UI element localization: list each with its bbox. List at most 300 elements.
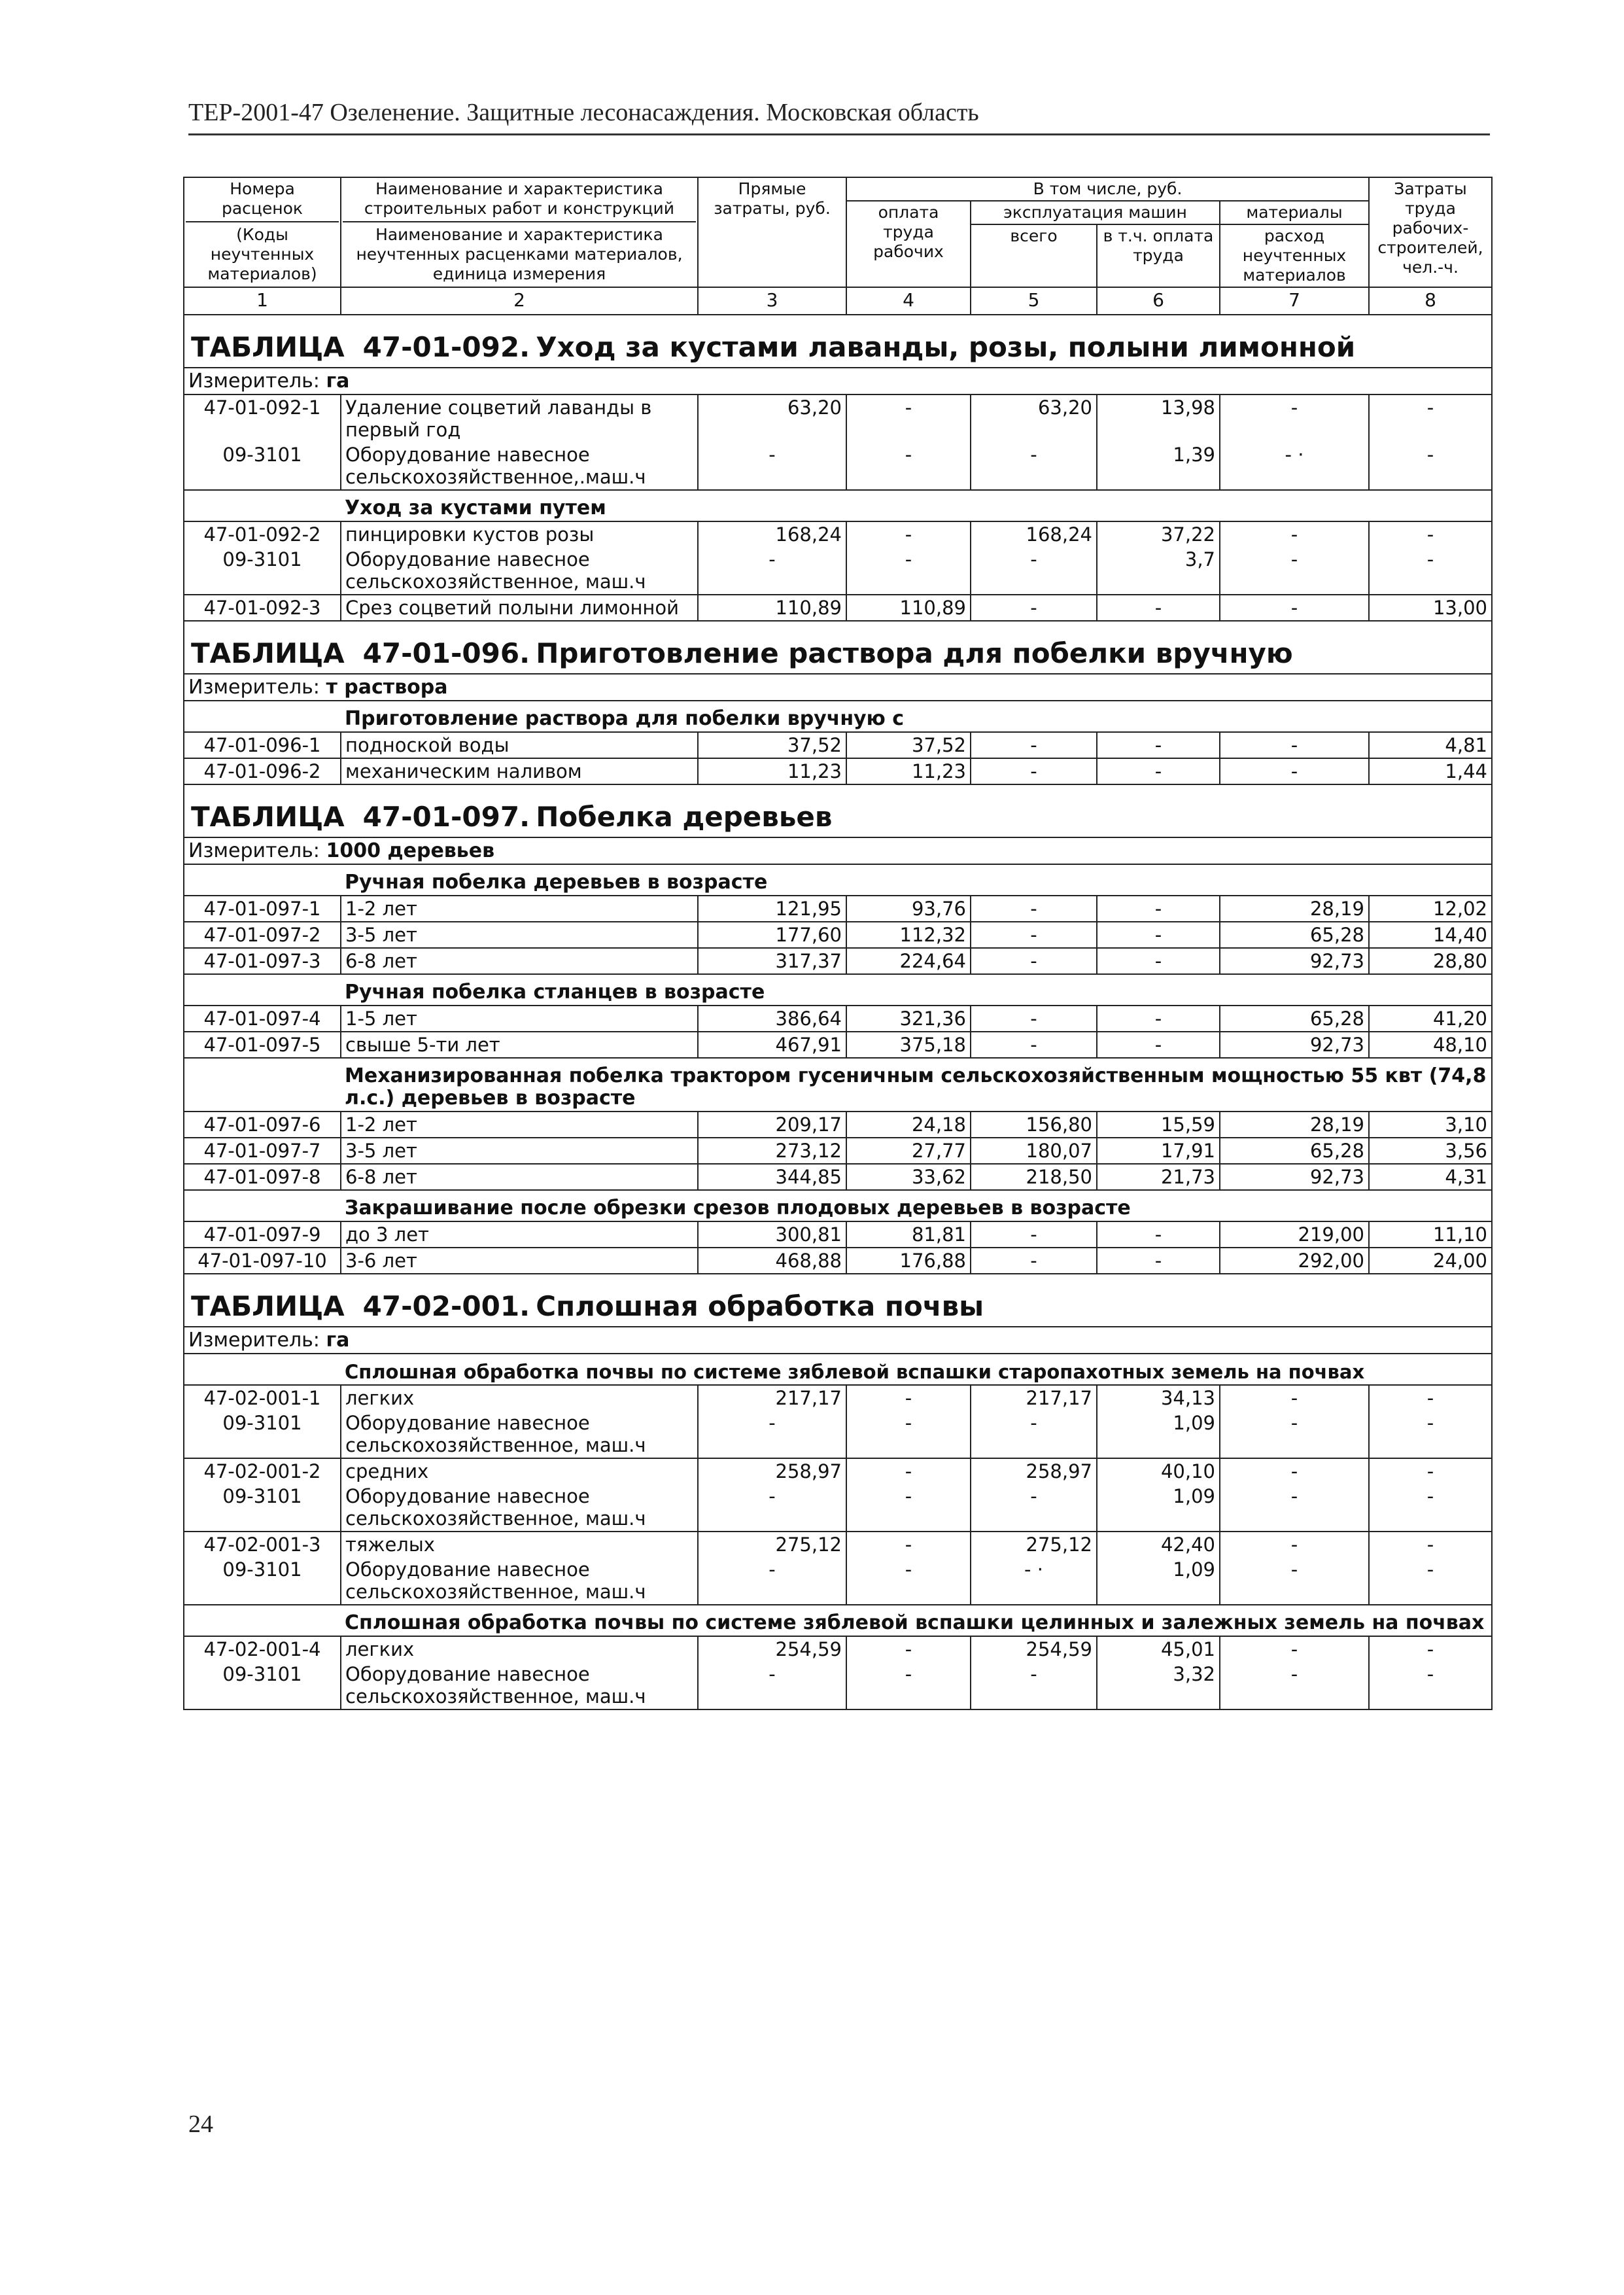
measure-label: Измеритель: bbox=[188, 676, 320, 699]
table-row bbox=[184, 1221, 1492, 1248]
machines-wages: - bbox=[1097, 1006, 1220, 1032]
col-wages-header: оплата труда рабочих bbox=[846, 201, 971, 287]
section-number: 47-01-097. bbox=[362, 801, 530, 833]
wages-cost: - bbox=[846, 1458, 971, 1484]
rate-code: 47-01-097-1 bbox=[184, 896, 341, 922]
rate-code: 47-01-097-2 bbox=[184, 922, 341, 948]
section-title: Сплошная обработка почвы bbox=[536, 1290, 984, 1322]
material-name: Оборудование навесное сельскохозяйственное, маш.ч bbox=[341, 547, 698, 595]
materials-cost: - bbox=[1220, 1532, 1369, 1557]
measure-cell bbox=[184, 837, 1492, 864]
machines-cost: 258,97 bbox=[971, 1458, 1097, 1484]
group-heading-row bbox=[184, 701, 1492, 732]
wages-cost: 375,18 bbox=[846, 1032, 971, 1058]
table-row bbox=[184, 948, 1492, 974]
page-number: 24 bbox=[188, 2111, 213, 2138]
rate-code: 47-01-097-7 bbox=[184, 1138, 341, 1164]
table-row bbox=[184, 1138, 1492, 1164]
rate-code: 47-01-097-6 bbox=[184, 1112, 341, 1138]
group-spacer bbox=[184, 974, 341, 1006]
rate-code: 47-01-096-1 bbox=[184, 732, 341, 758]
col-number: 3 bbox=[698, 287, 846, 315]
section-title-row bbox=[184, 621, 1492, 674]
measure-value: т раствора bbox=[326, 676, 448, 699]
measure-label: Измеритель: bbox=[188, 839, 320, 862]
machines-cost: - bbox=[971, 1032, 1097, 1058]
labor-cost: 28,80 bbox=[1369, 948, 1492, 974]
group-heading: Ручная побелка деревьев в возрасте bbox=[341, 864, 1492, 896]
table-row bbox=[184, 595, 1492, 621]
measure-row bbox=[184, 837, 1492, 864]
labor-cost: 14,40 bbox=[1369, 922, 1492, 948]
machines-wages: - bbox=[1097, 1248, 1220, 1274]
group-spacer bbox=[184, 1354, 341, 1385]
direct-cost: - bbox=[698, 1484, 846, 1532]
labor-cost: 3,10 bbox=[1369, 1112, 1492, 1138]
wages-cost: 321,36 bbox=[846, 1006, 971, 1032]
section-label: ТАБЛИЦА bbox=[191, 331, 345, 363]
col-name-header bbox=[341, 177, 698, 287]
machines-wages: 1,09 bbox=[1097, 1557, 1220, 1605]
table-row bbox=[184, 1248, 1492, 1274]
machines-wages: 1,09 bbox=[1097, 1484, 1220, 1532]
group-heading-row bbox=[184, 1354, 1492, 1385]
labor-cost: - bbox=[1369, 1636, 1492, 1662]
labor-cost: - bbox=[1369, 1532, 1492, 1557]
machines-wages: 3,7 bbox=[1097, 547, 1220, 595]
direct-cost: 254,59 bbox=[698, 1636, 846, 1662]
measure-row bbox=[184, 1327, 1492, 1354]
wages-cost: - bbox=[846, 1385, 971, 1410]
direct-cost: 344,85 bbox=[698, 1164, 846, 1190]
wages-cost: 33,62 bbox=[846, 1164, 971, 1190]
machines-cost: - bbox=[971, 1484, 1097, 1532]
direct-cost: 467,91 bbox=[698, 1032, 846, 1058]
measure-cell bbox=[184, 1327, 1492, 1354]
machines-wages: 15,59 bbox=[1097, 1112, 1220, 1138]
direct-cost: 209,17 bbox=[698, 1112, 846, 1138]
materials-cost: - bbox=[1220, 1385, 1369, 1410]
materials-cost: - bbox=[1220, 1636, 1369, 1662]
col-labor-header: Затраты труда рабочих-строителей, чел.-ч. bbox=[1369, 177, 1492, 287]
table-row bbox=[184, 1636, 1492, 1662]
rate-code: 47-01-097-10 bbox=[184, 1248, 341, 1274]
machines-wages: 45,01 bbox=[1097, 1636, 1220, 1662]
material-name: Оборудование навесное сельскохозяйственное, маш.ч bbox=[341, 1557, 698, 1605]
machines-wages: 17,91 bbox=[1097, 1138, 1220, 1164]
labor-cost: - bbox=[1369, 1484, 1492, 1532]
work-name: Удаление соцветий лаванды в первый год bbox=[341, 394, 698, 442]
table-row bbox=[184, 394, 1492, 442]
machines-wages: 42,40 bbox=[1097, 1532, 1220, 1557]
direct-cost: 258,97 bbox=[698, 1458, 846, 1484]
materials-cost: - bbox=[1220, 732, 1369, 758]
machines-wages: - bbox=[1097, 1032, 1220, 1058]
table-row bbox=[184, 1484, 1492, 1532]
materials-cost: - bbox=[1220, 758, 1369, 784]
work-name: легких bbox=[341, 1636, 698, 1662]
work-name: 6-8 лет bbox=[341, 1164, 698, 1190]
machines-cost: - bbox=[971, 1221, 1097, 1248]
measure-value: га bbox=[326, 370, 350, 393]
machines-wages: 40,10 bbox=[1097, 1458, 1220, 1484]
work-name: до 3 лет bbox=[341, 1221, 698, 1248]
wages-cost: - bbox=[846, 1484, 971, 1532]
materials-cost: 92,73 bbox=[1220, 1164, 1369, 1190]
rate-code: 47-01-092-3 bbox=[184, 595, 341, 621]
table-row bbox=[184, 442, 1492, 490]
wages-cost: 24,18 bbox=[846, 1112, 971, 1138]
material-name: Оборудование навесное сельскохозяйственное, маш.ч bbox=[341, 1410, 698, 1458]
wages-cost: 224,64 bbox=[846, 948, 971, 974]
materials-cost: 92,73 bbox=[1220, 1032, 1369, 1058]
materials-cost: - bbox=[1220, 1484, 1369, 1532]
materials-cost: - bbox=[1220, 547, 1369, 595]
materials-cost: 219,00 bbox=[1220, 1221, 1369, 1248]
work-name: механическим наливом bbox=[341, 758, 698, 784]
wages-cost: - bbox=[846, 521, 971, 547]
machines-cost: - bbox=[971, 948, 1097, 974]
direct-cost: 168,24 bbox=[698, 521, 846, 547]
direct-cost: 11,23 bbox=[698, 758, 846, 784]
work-name: 6-8 лет bbox=[341, 948, 698, 974]
material-code: 09-3101 bbox=[184, 1662, 341, 1709]
group-spacer bbox=[184, 701, 341, 732]
material-code: 09-3101 bbox=[184, 1557, 341, 1605]
labor-cost: 48,10 bbox=[1369, 1032, 1492, 1058]
table-row bbox=[184, 732, 1492, 758]
labor-cost: 41,20 bbox=[1369, 1006, 1492, 1032]
material-name: Оборудование навесное сельскохозяйственное, маш.ч bbox=[341, 1662, 698, 1709]
measure-cell bbox=[184, 368, 1492, 394]
col-materials-header: материалы bbox=[1220, 201, 1369, 224]
section-label: ТАБЛИЦА bbox=[191, 637, 345, 669]
group-heading: Механизированная побелка трактором гусеничным сельскохозяйственным мощностью 55 квт (74,8 л.с.) деревьев в возрасте bbox=[341, 1058, 1492, 1112]
section-number: 47-01-096. bbox=[362, 637, 530, 669]
material-code: 09-3101 bbox=[184, 547, 341, 595]
direct-cost: 273,12 bbox=[698, 1138, 846, 1164]
materials-cost: 65,28 bbox=[1220, 1138, 1369, 1164]
wages-cost: - bbox=[846, 394, 971, 442]
direct-cost: 110,89 bbox=[698, 595, 846, 621]
materials-cost: 92,73 bbox=[1220, 948, 1369, 974]
measure-label: Измеритель: bbox=[188, 1329, 320, 1352]
machines-wages: 1,09 bbox=[1097, 1410, 1220, 1458]
col-number: 4 bbox=[846, 287, 971, 315]
wages-cost: 112,32 bbox=[846, 922, 971, 948]
work-name: 3-5 лет bbox=[341, 1138, 698, 1164]
work-name: легких bbox=[341, 1385, 698, 1410]
col-code-title: Номера расценок bbox=[221, 179, 303, 218]
direct-cost: 217,17 bbox=[698, 1385, 846, 1410]
table-row bbox=[184, 1410, 1492, 1458]
direct-cost: 386,64 bbox=[698, 1006, 846, 1032]
wages-cost: 27,77 bbox=[846, 1138, 971, 1164]
labor-cost: 13,00 bbox=[1369, 595, 1492, 621]
direct-cost: - bbox=[698, 1410, 846, 1458]
col-name-subtitle: Наименование и характеристика неучтенных расценками материалов, единица измерения bbox=[343, 221, 696, 284]
col-machines-header: эксплуатация машин bbox=[971, 201, 1220, 224]
material-code: 09-3101 bbox=[184, 1410, 341, 1458]
measure-value: 1000 деревьев bbox=[326, 839, 495, 862]
col-code-header bbox=[184, 177, 341, 287]
rate-code: 47-01-097-4 bbox=[184, 1006, 341, 1032]
table-row bbox=[184, 1385, 1492, 1410]
direct-cost: 468,88 bbox=[698, 1248, 846, 1274]
labor-cost: - bbox=[1369, 394, 1492, 442]
materials-cost: 292,00 bbox=[1220, 1248, 1369, 1274]
labor-cost: 4,81 bbox=[1369, 732, 1492, 758]
col-mach-wages-header: в т.ч. оплата труда bbox=[1097, 224, 1220, 287]
section-title: Побелка деревьев bbox=[536, 801, 833, 833]
labor-cost: 1,44 bbox=[1369, 758, 1492, 784]
materials-cost: - bbox=[1220, 521, 1369, 547]
direct-cost: 63,20 bbox=[698, 394, 846, 442]
machines-cost: - bbox=[971, 1662, 1097, 1709]
rate-code: 47-01-092-2 bbox=[184, 521, 341, 547]
materials-cost: - bbox=[1220, 1410, 1369, 1458]
wages-cost: - bbox=[846, 442, 971, 490]
materials-cost: 28,19 bbox=[1220, 1112, 1369, 1138]
work-name: 3-5 лет bbox=[341, 922, 698, 948]
materials-cost: 28,19 bbox=[1220, 896, 1369, 922]
group-spacer bbox=[184, 1190, 341, 1221]
machines-wages: 37,22 bbox=[1097, 521, 1220, 547]
col-number: 7 bbox=[1220, 287, 1369, 315]
machines-wages: 3,32 bbox=[1097, 1662, 1220, 1709]
machines-cost: - bbox=[971, 896, 1097, 922]
labor-cost: 12,02 bbox=[1369, 896, 1492, 922]
table-row bbox=[184, 896, 1492, 922]
col-code-subtitle: (Коды неучтенных материалов) bbox=[186, 221, 339, 284]
table-row bbox=[184, 521, 1492, 547]
rate-code: 47-02-001-2 bbox=[184, 1458, 341, 1484]
machines-wages: - bbox=[1097, 595, 1220, 621]
machines-cost: 168,24 bbox=[971, 521, 1097, 547]
direct-cost: - bbox=[698, 547, 846, 595]
machines-wages: - bbox=[1097, 758, 1220, 784]
work-name: свыше 5-ти лет bbox=[341, 1032, 698, 1058]
direct-cost: 177,60 bbox=[698, 922, 846, 948]
direct-cost: 275,12 bbox=[698, 1532, 846, 1557]
materials-cost: - · bbox=[1220, 442, 1369, 490]
group-heading: Ручная побелка стланцев в возрасте bbox=[341, 974, 1492, 1006]
direct-cost: - bbox=[698, 1557, 846, 1605]
machines-cost: 63,20 bbox=[971, 394, 1097, 442]
machines-cost: 275,12 bbox=[971, 1532, 1097, 1557]
machines-wages: - bbox=[1097, 922, 1220, 948]
work-name: тяжелых bbox=[341, 1532, 698, 1557]
wages-cost: - bbox=[846, 547, 971, 595]
table-row bbox=[184, 1557, 1492, 1605]
materials-cost: - bbox=[1220, 1557, 1369, 1605]
machines-cost: - · bbox=[971, 1557, 1097, 1605]
measure-label: Измеритель: bbox=[188, 370, 320, 393]
machines-cost: - bbox=[971, 1410, 1097, 1458]
labor-cost: 24,00 bbox=[1369, 1248, 1492, 1274]
table-row bbox=[184, 758, 1492, 784]
measure-value: га bbox=[326, 1329, 350, 1352]
col-number: 8 bbox=[1369, 287, 1492, 315]
group-heading-row bbox=[184, 1058, 1492, 1112]
work-name: 1-5 лет bbox=[341, 1006, 698, 1032]
rate-code: 47-01-092-1 bbox=[184, 394, 341, 442]
direct-cost: 300,81 bbox=[698, 1221, 846, 1248]
table-row bbox=[184, 1164, 1492, 1190]
machines-cost: - bbox=[971, 1248, 1097, 1274]
table-row bbox=[184, 547, 1492, 595]
rate-code: 47-01-097-9 bbox=[184, 1221, 341, 1248]
machines-cost: 217,17 bbox=[971, 1385, 1097, 1410]
labor-cost: - bbox=[1369, 1662, 1492, 1709]
machines-wages: - bbox=[1097, 896, 1220, 922]
rate-code: 47-01-097-5 bbox=[184, 1032, 341, 1058]
labor-cost: 4,31 bbox=[1369, 1164, 1492, 1190]
machines-cost: 254,59 bbox=[971, 1636, 1097, 1662]
material-code: 09-3101 bbox=[184, 442, 341, 490]
rate-code: 47-01-096-2 bbox=[184, 758, 341, 784]
group-heading-row bbox=[184, 1605, 1492, 1636]
table-row bbox=[184, 1006, 1492, 1032]
section-title: Уход за кустами лаванды, розы, полыни лимонной bbox=[536, 331, 1356, 363]
table-row bbox=[184, 1032, 1492, 1058]
direct-cost: 317,37 bbox=[698, 948, 846, 974]
col-mach-total-header: всего bbox=[971, 224, 1097, 287]
materials-cost: 65,28 bbox=[1220, 922, 1369, 948]
group-heading-row bbox=[184, 864, 1492, 896]
section-title-row bbox=[184, 315, 1492, 368]
rate-code: 47-02-001-1 bbox=[184, 1385, 341, 1410]
labor-cost: - bbox=[1369, 1458, 1492, 1484]
group-heading: Закрашивание после обрезки срезов плодовых деревьев в возрасте bbox=[341, 1190, 1492, 1221]
wages-cost: - bbox=[846, 1557, 971, 1605]
group-spacer bbox=[184, 864, 341, 896]
work-name: Срез соцветий полыни лимонной bbox=[341, 595, 698, 621]
machines-cost: - bbox=[971, 547, 1097, 595]
direct-cost: 121,95 bbox=[698, 896, 846, 922]
machines-wages: - bbox=[1097, 948, 1220, 974]
work-name: пинцировки кустов розы bbox=[341, 521, 698, 547]
rate-code: 47-02-001-3 bbox=[184, 1532, 341, 1557]
table-row bbox=[184, 1458, 1492, 1484]
machines-wages: - bbox=[1097, 732, 1220, 758]
col-incl-header: В том числе, руб. bbox=[846, 177, 1369, 201]
section-title-row bbox=[184, 1274, 1492, 1327]
machines-cost: 218,50 bbox=[971, 1164, 1097, 1190]
col-number: 2 bbox=[341, 287, 698, 315]
work-name: 1-2 лет bbox=[341, 1112, 698, 1138]
machines-cost: 180,07 bbox=[971, 1138, 1097, 1164]
group-heading: Сплошная обработка почвы по системе зяблевой вспашки старопахотных земель на почвах bbox=[341, 1354, 1492, 1385]
work-name: 1-2 лет bbox=[341, 896, 698, 922]
machines-cost: - bbox=[971, 922, 1097, 948]
labor-cost: - bbox=[1369, 521, 1492, 547]
group-spacer bbox=[184, 490, 341, 521]
machines-cost: - bbox=[971, 758, 1097, 784]
labor-cost: - bbox=[1369, 1410, 1492, 1458]
wages-cost: 176,88 bbox=[846, 1248, 971, 1274]
section-caption bbox=[184, 621, 1492, 674]
direct-cost: - bbox=[698, 1662, 846, 1709]
labor-cost: - bbox=[1369, 547, 1492, 595]
measure-row bbox=[184, 368, 1492, 394]
material-code: 09-3101 bbox=[184, 1484, 341, 1532]
materials-cost: 65,28 bbox=[1220, 1006, 1369, 1032]
measure-cell bbox=[184, 674, 1492, 701]
section-label: ТАБЛИЦА bbox=[191, 1290, 345, 1322]
materials-cost: - bbox=[1220, 1458, 1369, 1484]
col-direct-header: Прямые затраты, руб. bbox=[698, 177, 846, 287]
column-header-row bbox=[184, 177, 1492, 201]
wages-cost: 11,23 bbox=[846, 758, 971, 784]
group-heading: Уход за кустами путем bbox=[341, 490, 1492, 521]
section-number: 47-01-092. bbox=[362, 331, 530, 363]
wages-cost: 93,76 bbox=[846, 896, 971, 922]
machines-wages: - bbox=[1097, 1221, 1220, 1248]
machines-cost: - bbox=[971, 595, 1097, 621]
section-title: Приготовление раствора для побелки вручную bbox=[536, 637, 1293, 669]
table-row bbox=[184, 1532, 1492, 1557]
group-spacer bbox=[184, 1058, 341, 1112]
group-heading-row bbox=[184, 1190, 1492, 1221]
group-spacer bbox=[184, 1605, 341, 1636]
machines-cost: - bbox=[971, 732, 1097, 758]
group-heading-row bbox=[184, 490, 1492, 521]
labor-cost: 11,10 bbox=[1369, 1221, 1492, 1248]
machines-wages: 34,13 bbox=[1097, 1385, 1220, 1410]
measure-row bbox=[184, 674, 1492, 701]
group-heading: Сплошная обработка почвы по системе зяблевой вспашки целинных и залежных земель на почвах bbox=[341, 1605, 1492, 1636]
section-number: 47-02-001. bbox=[362, 1290, 530, 1322]
labor-cost: - bbox=[1369, 1385, 1492, 1410]
rates-table bbox=[183, 177, 1493, 1710]
running-header: ТЕР-2001-47 Озеленение. Защитные лесонасаждения. Московская область bbox=[188, 98, 1490, 135]
wages-cost: 110,89 bbox=[846, 595, 971, 621]
material-name: Оборудование навесное сельскохозяйственное,.маш.ч bbox=[341, 442, 698, 490]
group-heading: Приготовление раствора для побелки вручную с bbox=[341, 701, 1492, 732]
work-name: 3-6 лет bbox=[341, 1248, 698, 1274]
materials-cost: - bbox=[1220, 595, 1369, 621]
rate-code: 47-02-001-4 bbox=[184, 1636, 341, 1662]
table-row bbox=[184, 922, 1492, 948]
section-caption bbox=[184, 1274, 1492, 1327]
labor-cost: 3,56 bbox=[1369, 1138, 1492, 1164]
wages-cost: 37,52 bbox=[846, 732, 971, 758]
section-label: ТАБЛИЦА bbox=[191, 801, 345, 833]
work-name: подноской воды bbox=[341, 732, 698, 758]
direct-cost: 37,52 bbox=[698, 732, 846, 758]
work-name: средних bbox=[341, 1458, 698, 1484]
machines-cost: 156,80 bbox=[971, 1112, 1097, 1138]
group-heading-row bbox=[184, 974, 1492, 1006]
wages-cost: - bbox=[846, 1532, 971, 1557]
col-number: 6 bbox=[1097, 287, 1220, 315]
wages-cost: 81,81 bbox=[846, 1221, 971, 1248]
section-title-row bbox=[184, 784, 1492, 837]
rate-code: 47-01-097-3 bbox=[184, 948, 341, 974]
machines-wages: 13,98 bbox=[1097, 394, 1220, 442]
wages-cost: - bbox=[846, 1636, 971, 1662]
machines-cost: - bbox=[971, 442, 1097, 490]
col-mat-unacc-header: расход неучтенных материалов bbox=[1220, 224, 1369, 287]
labor-cost: - bbox=[1369, 442, 1492, 490]
material-name: Оборудование навесное сельскохозяйственное, маш.ч bbox=[341, 1484, 698, 1532]
machines-cost: - bbox=[971, 1006, 1097, 1032]
rate-code: 47-01-097-8 bbox=[184, 1164, 341, 1190]
wages-cost: - bbox=[846, 1410, 971, 1458]
col-name-title: Наименование и характеристика строительных работ и конструкций bbox=[364, 179, 675, 218]
machines-wages: 1,39 bbox=[1097, 442, 1220, 490]
